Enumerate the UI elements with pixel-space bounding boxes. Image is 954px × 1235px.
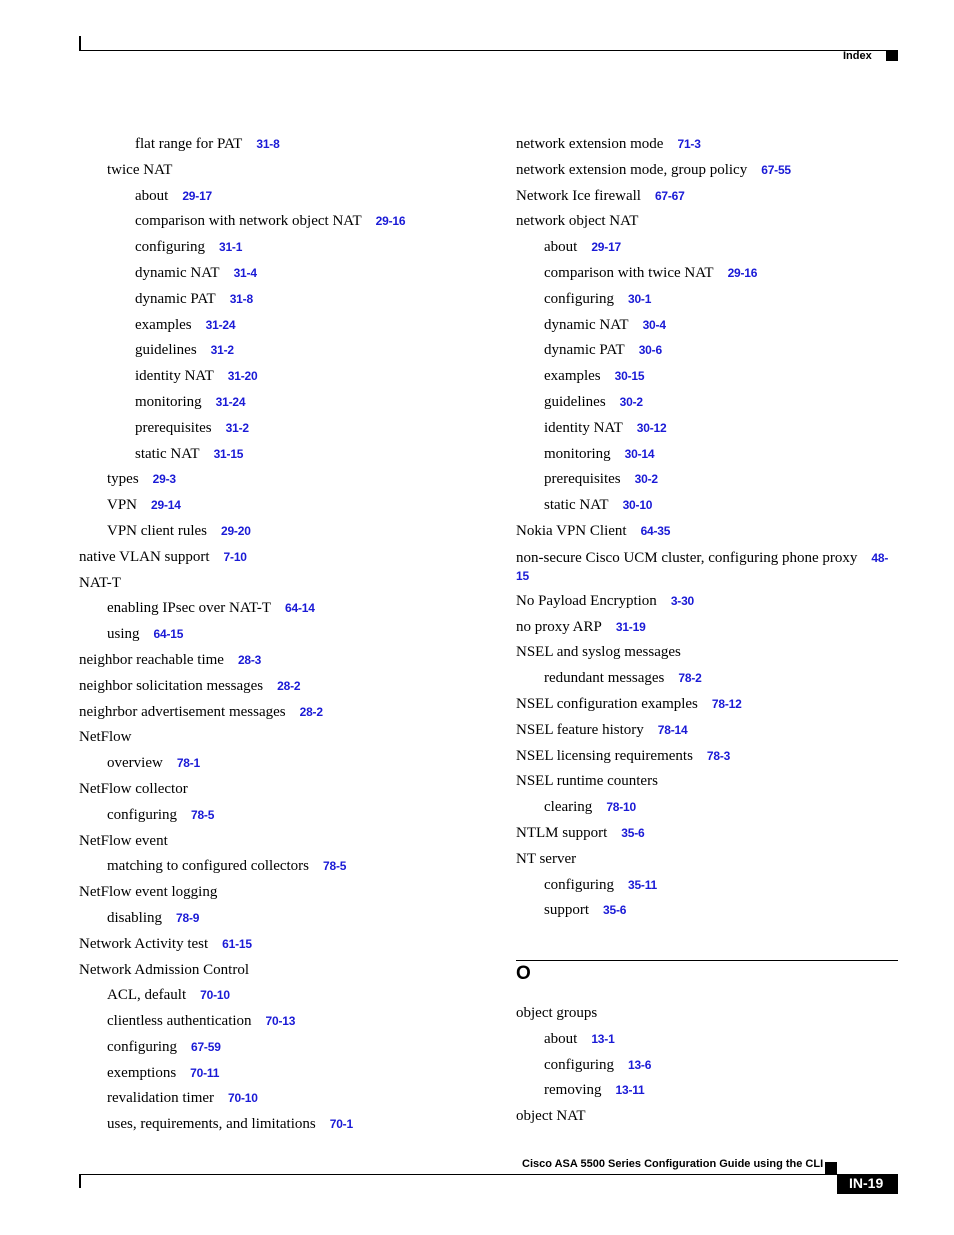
index-entry [516,666,898,692]
page-reference-link[interactable]: 29-17 [182,188,213,203]
index-entry [79,287,479,313]
index-entry-term: revalidation timer [107,1090,215,1107]
page-reference-link[interactable]: 64-15 [153,627,184,642]
index-entry [79,364,479,390]
page-reference-link[interactable]: 28-2 [299,704,323,719]
index-entry [79,958,479,984]
footer-marker-block [825,1162,837,1174]
page-reference-link[interactable]: 78-5 [190,807,215,822]
index-entry-term: clientless authentication [107,1013,252,1030]
index-entry [79,700,479,726]
index-entry-term: guidelines [544,393,606,410]
index-entry-term: flat range for PAT [135,136,243,152]
index-entry-term: guidelines [135,342,197,359]
index-entry [516,718,898,744]
index-entry-term: network object NAT [516,213,639,230]
index-entry-term: monitoring [135,393,202,410]
index-entry [516,795,898,821]
index-entry [79,235,479,261]
index-entry [516,416,898,442]
index-entry-term: Nokia VPN Client [516,522,627,539]
index-entry [516,467,898,493]
index-entry [516,692,898,718]
footer-crop-mark [79,1174,81,1188]
index-entry [79,467,479,493]
index-entry [79,209,479,235]
index-entry [79,132,479,158]
index-entry-term: configuring [544,290,614,307]
page-reference-link[interactable]: 67-55 [761,162,791,177]
index-entry [79,1009,479,1035]
index-entry-term: network extension mode, group policy [516,161,748,178]
index-entry-term: overview [107,755,163,772]
page-reference-link[interactable]: 3-30 [670,593,695,608]
index-entry [516,1078,898,1104]
header-crop-mark [79,36,81,51]
page-reference-link[interactable]: 30-2 [619,394,643,409]
page-reference-link[interactable]: 70-1 [329,1117,353,1132]
index-entry-term: dynamic NAT [135,264,220,281]
page-reference-link[interactable]: 29-3 [152,472,176,487]
index-entry [79,983,479,1009]
index-entry [79,261,479,287]
index-entry-term: network extension mode [516,136,664,152]
page-reference-link[interactable]: 13-1 [591,1031,615,1046]
index-entry-term: NAT-T [79,574,121,591]
page-reference-link[interactable]: 30-4 [642,317,666,332]
footer-rule [79,1174,837,1175]
index-entry [79,184,479,210]
page-reference-link[interactable]: 35-11 [627,877,658,892]
index-entry-term: prerequisites [544,471,621,488]
index-entry-term: types [107,471,139,488]
section-o-entries [516,1001,898,1130]
index-entry-term: no proxy ARP [516,618,602,635]
index-entry-term: neighrbor advertisement messages [79,703,286,720]
page-reference-link[interactable]: 61-15 [222,936,252,951]
index-entry [79,674,479,700]
index-entry-term: NetFlow [79,729,132,746]
index-entry [516,821,898,847]
page-reference-link[interactable]: 78-12 [711,696,742,711]
index-entry [79,519,479,545]
index-entry [516,209,898,235]
page-reference-link[interactable]: 30-10 [622,498,653,513]
index-entry [79,854,479,880]
index-entry [79,648,479,674]
index-entry-term: NetFlow event [79,832,168,849]
page-reference-link[interactable]: 78-14 [657,722,688,737]
index-right-column [516,132,898,924]
page-reference-link[interactable]: 70-10 [200,988,230,1003]
page-reference-link[interactable]: 13-11 [615,1083,645,1098]
index-entry-term: about [544,239,578,256]
index-entry-term: clearing [544,799,593,816]
index-entry-term: configuring [107,806,177,823]
page-reference-link[interactable]: 29-20 [220,523,251,538]
index-entry [79,751,479,777]
index-entry-term: matching to configured collectors [107,858,310,875]
index-entry [79,1035,479,1061]
index-entry [516,1001,898,1027]
index-entry [79,829,479,855]
index-entry [516,184,898,210]
header-rule [79,50,898,51]
page-reference-link[interactable]: 35-6 [621,825,645,840]
index-entry [79,932,479,958]
index-entry-term: static NAT [544,497,609,514]
page-reference-link[interactable]: 29-16 [375,214,406,229]
index-entry [516,235,898,261]
index-entry-term: about [544,1030,578,1047]
index-entry-term: exemptions [107,1064,177,1081]
index-entry-term: comparison with twice NAT [544,264,714,281]
page-reference-link[interactable]: 30-14 [624,446,655,461]
index-entry [79,906,479,932]
index-entry [79,1086,479,1112]
section-o-letter: O [516,963,531,984]
page-reference-link[interactable]: 30-15 [614,369,645,384]
index-entry-term: twice NAT [107,161,173,178]
index-entry [79,777,479,803]
page-reference-link[interactable]: 31-20 [227,369,258,384]
index-entry-term: static NAT [135,445,200,462]
index-entry-term: No Payload Encryption [516,592,657,609]
index-entry [516,873,898,899]
index-entry [79,158,479,184]
index-entry [516,769,898,795]
page-reference-link[interactable]: 78-9 [176,910,200,925]
index-entry [516,744,898,770]
page-reference-link[interactable]: 31-1 [218,240,243,255]
index-entry [516,640,898,666]
index-entry-term: Network Activity test [79,935,209,952]
page-reference-link[interactable]: 78-3 [706,748,731,763]
page-reference-link[interactable]: 67-59 [190,1039,221,1054]
index-left-column [79,132,479,1138]
index-entry [79,545,479,571]
index-entry-term: neighbor reachable time [79,651,224,668]
index-entry-term: identity NAT [544,419,623,436]
index-entry [516,442,898,468]
index-entry [79,803,479,829]
index-entry-term: examples [135,316,192,333]
page-reference-link[interactable]: 30-6 [638,343,662,358]
index-entry [516,589,898,615]
page-reference-link[interactable]: 70-13 [265,1014,296,1029]
section-o-rule [516,960,898,961]
page-reference-link[interactable]: 35-6 [603,903,627,918]
index-entry [516,493,898,519]
index-entry [516,545,898,589]
page-reference-link[interactable]: 31-8 [256,137,280,151]
index-entry-term: disabling [107,909,162,926]
index-entry [516,132,898,158]
page-reference-link[interactable]: 28-3 [237,652,262,667]
index-entry [516,364,898,390]
index-entry-term: VPN [107,497,138,514]
page-reference-link[interactable]: 78-5 [323,859,347,874]
page-reference-link[interactable]: 13-6 [627,1057,652,1072]
index-entry [79,596,479,622]
index-entry-term: redundant messages [544,670,665,687]
index-entry-term: object groups [516,1005,598,1021]
page-reference-link[interactable]: 70-11 [190,1065,220,1080]
index-entry-term: NSEL configuration examples [516,695,698,712]
page-reference-link[interactable]: 30-2 [634,472,658,487]
index-entry-term: about [135,187,169,204]
index-entry [516,847,898,873]
index-entry [516,390,898,416]
index-entry [79,1061,479,1087]
index-entry-term: object NAT [516,1108,586,1125]
index-entry-term: NetFlow collector [79,780,188,797]
footer-page-number: IN-19 [849,1175,884,1191]
page-reference-link[interactable]: 29-16 [727,265,758,280]
page-reference-link[interactable]: 64-35 [640,523,671,538]
index-entry [79,313,479,339]
index-entry-term: neighbor solicitation messages [79,677,264,694]
index-entry [516,338,898,364]
index-entry [516,313,898,339]
index-entry-term: Network Ice firewall [516,187,641,204]
page-reference-link[interactable]: 71-3 [677,137,701,151]
index-entry-term: dynamic NAT [544,316,629,333]
index-entry [516,1104,898,1130]
index-entry-term: NSEL licensing requirements [516,747,693,764]
index-entry-term: configuring [544,876,614,893]
page-reference-link[interactable]: 31-19 [615,619,646,634]
page-reference-link[interactable]: 31-2 [225,420,249,435]
index-entry-term: NT server [516,850,577,867]
page-reference-link[interactable]: 31-4 [233,265,257,280]
index-entry-term: NetFlow event logging [79,884,218,901]
index-entry [79,880,479,906]
index-entry [79,725,479,751]
header-section-label: Index [843,50,872,62]
index-entry-term: Network Admission Control [79,961,250,978]
page-reference-link[interactable]: 64-14 [285,601,315,616]
index-entry-term: dynamic PAT [544,342,625,359]
page-reference-link[interactable]: 78-2 [678,671,702,686]
index-entry [516,519,898,545]
index-entry-term: identity NAT [135,368,214,385]
footer-book-title: Cisco ASA 5500 Series Configuration Guide using the CLI [522,1158,824,1170]
index-entry [516,1053,898,1079]
index-entry-term: dynamic PAT [135,290,216,307]
index-entry [516,615,898,641]
index-entry-term: support [544,902,589,919]
page-reference-link[interactable]: 30-1 [627,291,652,306]
page-reference-link[interactable]: 28-2 [277,678,301,693]
page-reference-link[interactable]: 29-14 [151,498,181,513]
index-entry [79,622,479,648]
page-reference-link[interactable]: 31-2 [210,343,234,358]
index-entry-term: VPN client rules [107,522,207,539]
page-reference-link[interactable]: 31-24 [205,317,236,332]
index-entry [79,571,479,597]
page-reference-link[interactable]: 78-10 [606,800,637,815]
index-entry-term: non-secure Cisco UCM cluster, configuring phone proxy [516,549,858,566]
index-entry [516,898,898,924]
page-reference-link[interactable]: 48-15 [516,550,889,583]
index-entry [516,158,898,184]
index-entry-term: removing [544,1082,602,1099]
page-reference-link[interactable]: 70-10 [228,1091,258,1106]
index-entry-term: comparison with network object NAT [135,213,362,230]
index-entry [79,493,479,519]
index-entry-term: NSEL feature history [516,721,644,738]
index-entry-term: configuring [107,1038,177,1055]
index-entry-term: configuring [135,239,205,256]
page-reference-link[interactable]: 31-15 [213,446,244,461]
index-entry-term: ACL, default [107,987,187,1004]
index-entry-term: configuring [544,1056,614,1073]
page-reference-link[interactable]: 31-8 [229,291,253,306]
index-entry-term: NTLM support [516,824,608,841]
header-marker-block [886,51,898,61]
index-entry-term: enabling IPsec over NAT-T [107,600,271,617]
index-entry [516,261,898,287]
index-entry-term: examples [544,368,601,385]
index-entry [79,416,479,442]
index-entry [79,390,479,416]
index-entry-term: monitoring [544,445,611,462]
index-entry [79,442,479,468]
page-reference-link[interactable]: 31-24 [215,394,246,409]
index-entry [516,287,898,313]
index-entry-term: NSEL runtime counters [516,773,658,790]
index-entry-term: using [107,626,140,643]
index-entry-term: native VLAN support [79,548,210,565]
page-reference-link[interactable]: 29-17 [591,240,622,255]
index-entry-term: uses, requirements, and limitations [107,1116,316,1133]
page-reference-link[interactable]: 67-67 [654,188,685,203]
index-entry-term: NSEL and syslog messages [516,644,681,661]
page-reference-link[interactable]: 78-1 [176,756,201,771]
index-entry [79,1112,479,1138]
index-entry-term: prerequisites [135,419,212,436]
page-reference-link[interactable]: 7-10 [223,549,247,564]
index-entry [79,338,479,364]
page-reference-link[interactable]: 30-12 [636,420,667,435]
index-entry [516,1027,898,1053]
